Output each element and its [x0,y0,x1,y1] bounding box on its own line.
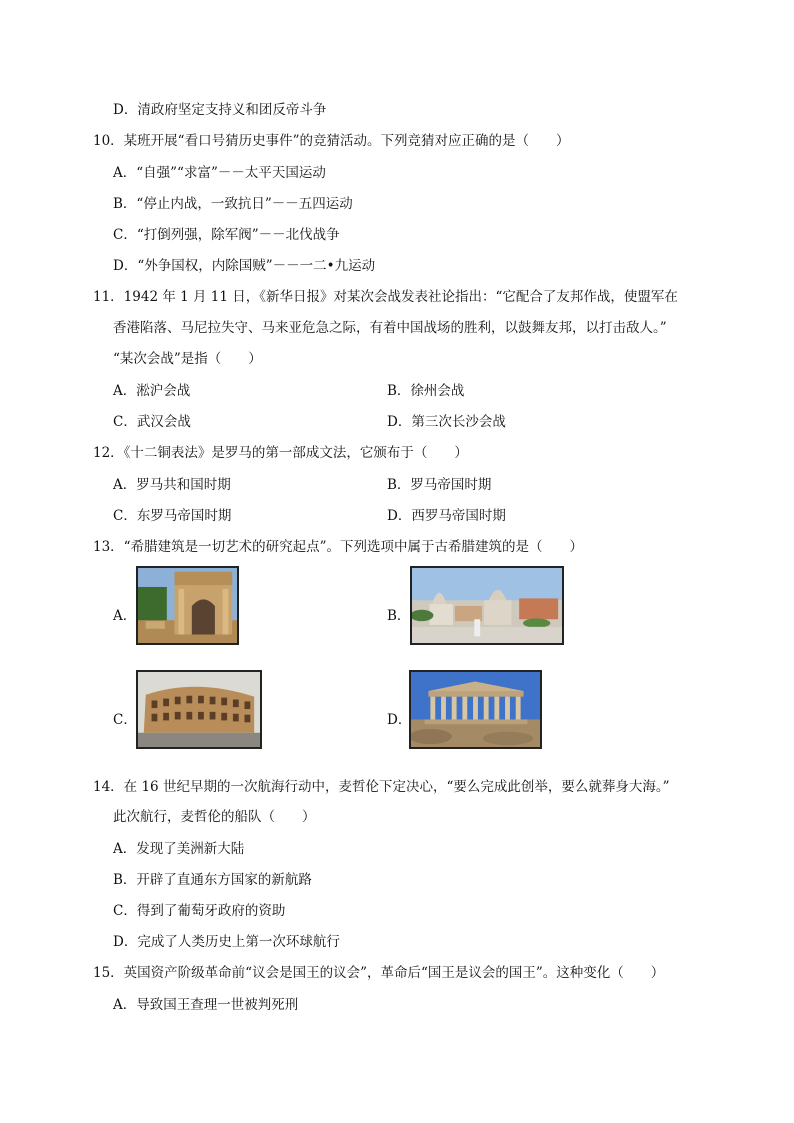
q12-option-a: A．罗马共和国时期 [113,477,231,493]
q11-option-c: C．武汉会战 [113,414,191,430]
q12-option-d: D．西罗马帝国时期 [387,508,506,524]
q13-image-c-colosseum [136,670,262,749]
question-14-stem-line1: 14．在 16 世纪早期的一次航海行动中，麦哲伦下定决心，“要么完成此创举，要么就葬身大海。” [93,779,670,795]
q15-option-a: A．导致国王查理一世被判死刑 [113,997,299,1013]
q13-label-a: A． [113,608,137,624]
q13-image-b-city [410,566,564,645]
q14-option-d: D．完成了人类历史上第一次环球航行 [113,934,340,950]
q12-option-c: C．东罗马帝国时期 [113,508,232,524]
q14-option-c: C．得到了葡萄牙政府的资助 [113,903,286,919]
q10-option-b: B．“停止内战，一致抗日”－－五四运动 [113,196,353,212]
question-15-stem: 15．英国资产阶级革命前“议会是国王的议会”，革命后“国王是议会的国王”。这种变化（ ） [93,965,665,981]
q13-label-d: D． [387,712,412,728]
question-12-stem: 12．《十二铜表法》是罗马的第一部成文法，它颁布于（ ） [93,445,468,461]
question-13-stem: 13．“希腊建筑是一切艺术的研究起点”。下列选项中属于古希腊建筑的是（ ） [93,539,583,555]
q13-label-c: C． [113,712,137,728]
question-14-stem-line2: 此次航行，麦哲伦的船队（ ） [113,809,316,825]
q13-image-a-arch [136,566,239,645]
q14-option-b: B．开辟了直通东方国家的新航路 [113,872,312,888]
q11-option-a: A．淞沪会战 [113,383,191,399]
question-11-stem-line2: 香港陷落、马尼拉失守、马来亚危急之际，有着中国战场的胜利，以鼓舞友邦，以打击敌人。” [113,320,667,336]
q10-option-a: A．“自强”“求富”－－太平天国运动 [113,165,326,181]
q13-image-d-parthenon [409,670,542,749]
q14-option-a: A．发现了美洲新大陆 [113,841,245,857]
question-10-stem: 10．某班开展“看口号猜历史事件”的竞猜活动。下列竞猜对应正确的是（ ） [93,133,570,149]
q11-option-d: D．第三次长沙会战 [387,414,506,430]
question-11-stem-line1: 11．1942 年 1 月 11 日，《新华日报》对某次会战发表社论指出：“它配合了友邦作战，使盟军在 [93,289,678,305]
q10-option-d: D．“外争国权，内除国贼”－－一二•九运动 [113,258,376,274]
q12-option-b: B．罗马帝国时期 [387,477,492,493]
q13-label-b: B． [387,608,411,624]
q11-option-b: B．徐州会战 [387,383,465,399]
question-11-stem-line3: “某次会战”是指（ ） [113,351,262,367]
line-q9-option-d: D．清政府坚定支持义和团反帝斗争 [113,102,327,118]
q10-option-c: C．“打倒列强，除军阀”－－北伐战争 [113,227,340,243]
